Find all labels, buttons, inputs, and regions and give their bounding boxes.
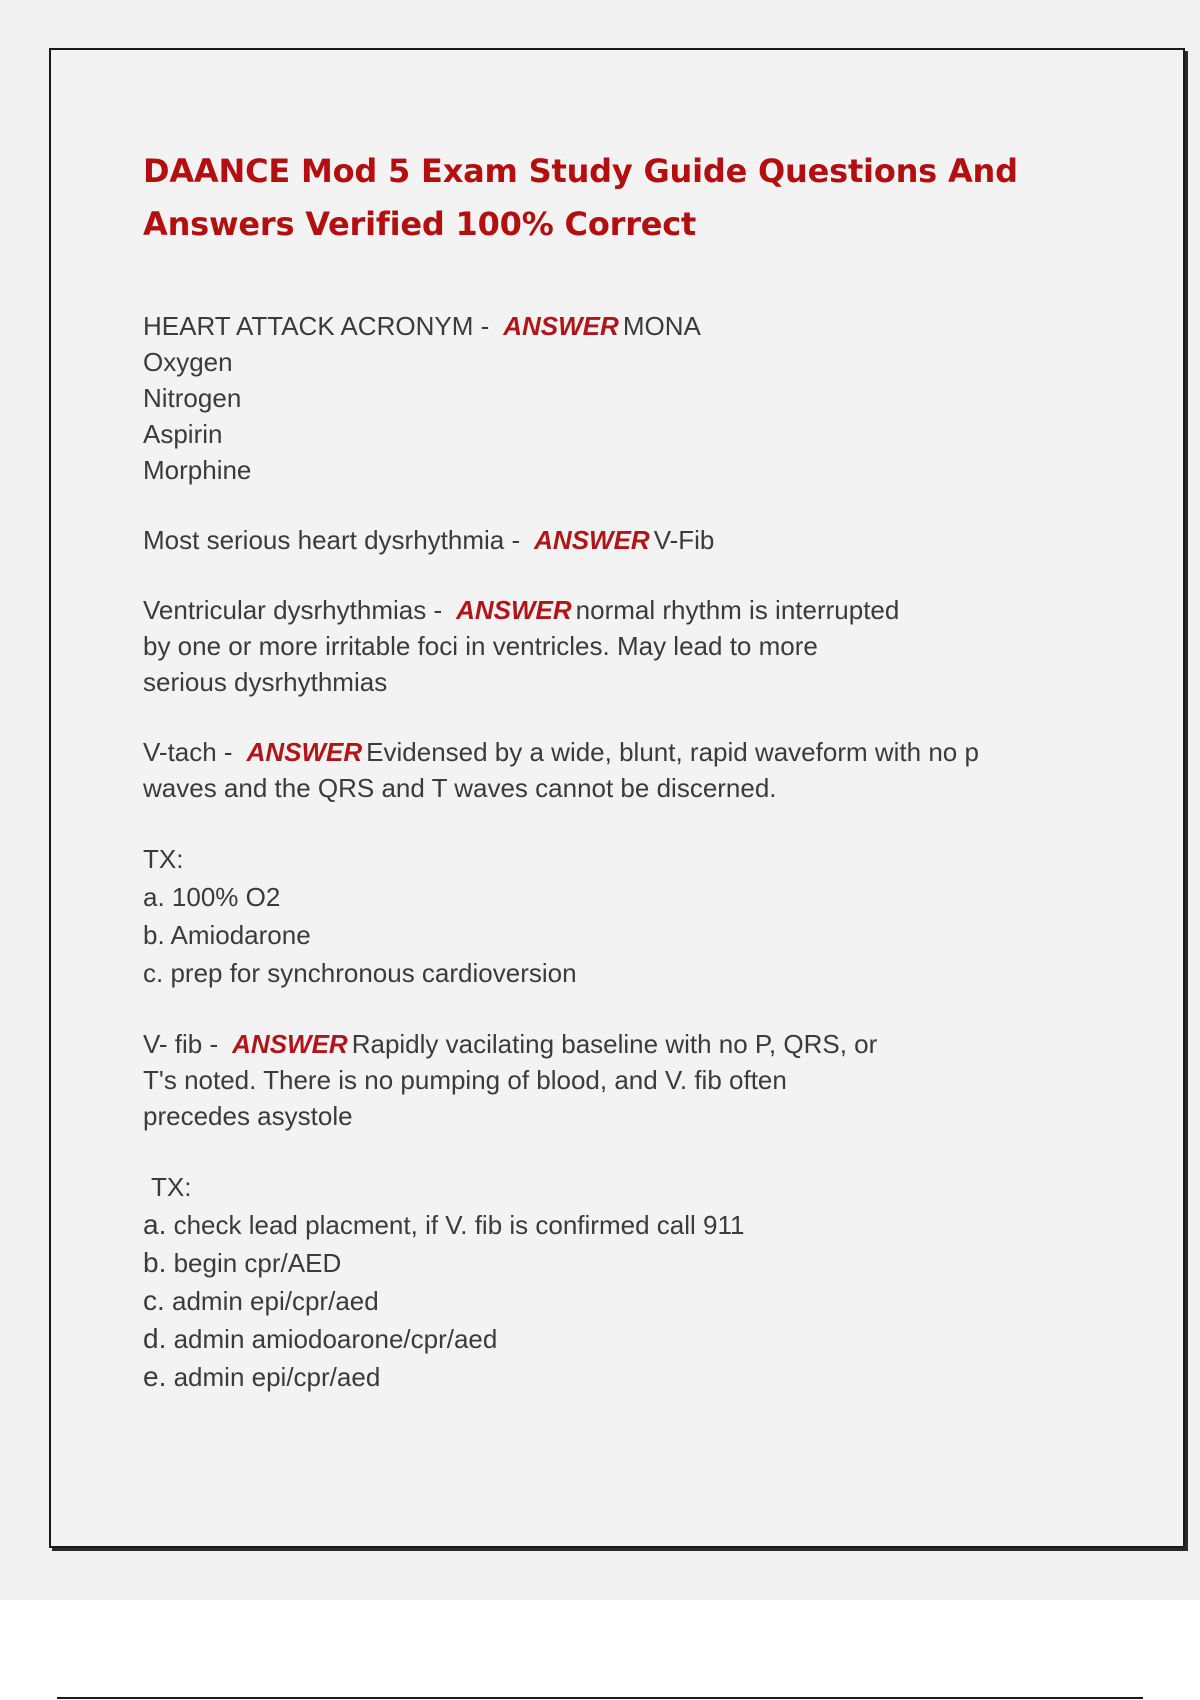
answer-line: Nitrogen: [143, 383, 242, 413]
tx-label: TX:: [151, 1172, 192, 1202]
qa-item: [143, 522, 1093, 558]
question-text: V-tach -: [143, 737, 233, 767]
tx-items: [143, 878, 1093, 992]
question-text: V- fib -: [143, 1029, 219, 1059]
answer-tag: ANSWER: [232, 1029, 348, 1059]
question-text: Most serious heart dysrhythmia -: [143, 525, 521, 555]
answer-tag: ANSWER: [456, 595, 572, 625]
list-letter: c.: [143, 1285, 165, 1316]
qa-item: [143, 734, 1093, 806]
list-item: a. 100% O2: [143, 882, 281, 912]
tx-label: TX:: [143, 844, 184, 874]
qa-list: [143, 308, 1093, 1396]
qa-item: [143, 592, 1093, 700]
list-text: admin epi/cpr/aed: [173, 1362, 381, 1392]
answer-text: Evidensed by a wide, blunt, rapid waveform with no p: [366, 737, 979, 767]
tx-items: [143, 1206, 1093, 1396]
list-letter: a.: [143, 1209, 167, 1240]
list-item: [143, 1320, 1093, 1358]
page-divider: [57, 1697, 1143, 1699]
answer-line: serious dysrhythmias: [143, 667, 388, 697]
document-title: [143, 145, 1093, 251]
answer-tag: ANSWER: [534, 525, 650, 555]
list-item: [143, 1358, 1093, 1396]
qa-item: [143, 1026, 1093, 1134]
answer-line: Aspirin: [143, 419, 223, 449]
answer-line: waves and the QRS and T waves cannot be discerned.: [143, 773, 777, 803]
answer-line: Morphine: [143, 455, 252, 485]
answer-tag: ANSWER: [503, 311, 619, 341]
treatment-list-vtach: [143, 840, 1093, 992]
answer-text: normal rhythm is interrupted: [575, 595, 900, 625]
question-text: Ventricular dysrhythmias -: [143, 595, 443, 625]
list-item: [143, 1282, 1093, 1320]
list-letter: e.: [143, 1361, 167, 1392]
treatment-list-vfib: [143, 1168, 1093, 1396]
title-line-2: Answers Verified 100% Correct: [143, 205, 697, 243]
question-text: HEART ATTACK ACRONYM -: [143, 311, 490, 341]
list-text: admin amiodoarone/cpr/aed: [173, 1324, 498, 1354]
list-item: [143, 1244, 1093, 1282]
list-letter: b.: [143, 1247, 167, 1278]
list-item: [143, 1206, 1093, 1244]
answer-text: MONA: [622, 311, 701, 341]
answer-line: T's noted. There is no pumping of blood, and V. fib often: [143, 1065, 787, 1095]
answer-text: V-Fib: [653, 525, 715, 555]
list-text: check lead placment, if V. fib is confirmed call 911: [173, 1210, 745, 1240]
answer-line: precedes asystole: [143, 1101, 353, 1131]
list-text: begin cpr/AED: [173, 1248, 342, 1278]
list-letter: d.: [143, 1323, 167, 1354]
answer-tag: ANSWER: [246, 737, 363, 767]
list-item: c. prep for synchronous cardioversion: [143, 958, 577, 988]
document-content: [143, 145, 1093, 1430]
next-page-area: [0, 1600, 1200, 1700]
answer-line: by one or more irritable foci in ventricles. May lead to more: [143, 631, 818, 661]
title-line-1: DAANCE Mod 5 Exam Study Guide Questions And: [143, 152, 1018, 190]
list-item: b. Amiodarone: [143, 920, 311, 950]
list-text: admin epi/cpr/aed: [172, 1286, 379, 1316]
answer-line: Oxygen: [143, 347, 233, 377]
answer-text: Rapidly vacilating baseline with no P, QRS, or: [351, 1029, 878, 1059]
qa-item: [143, 308, 1093, 488]
